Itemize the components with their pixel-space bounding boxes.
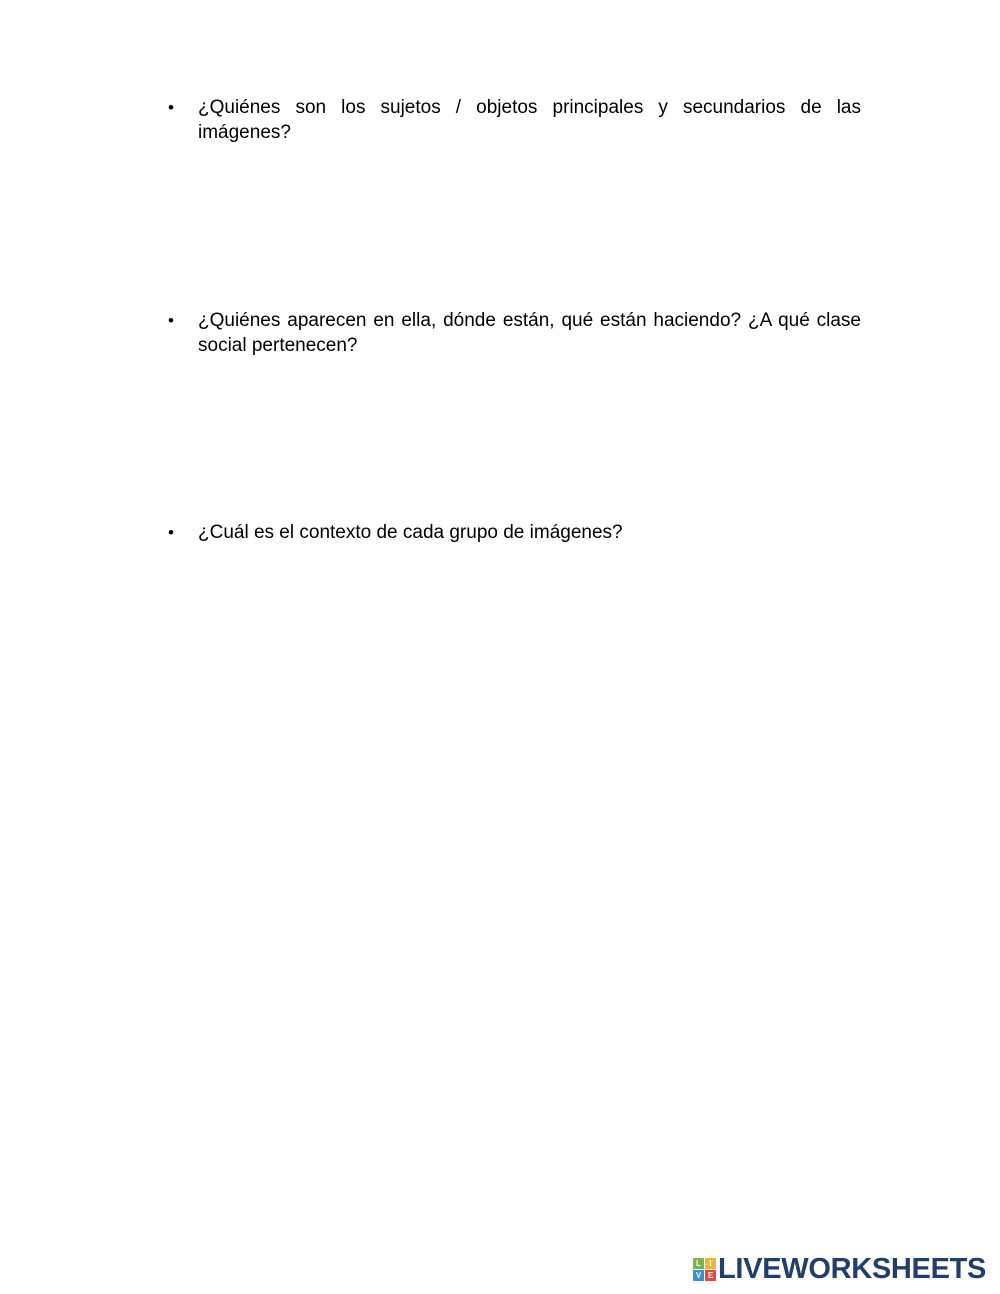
- logo-mark-i: I: [705, 1258, 716, 1269]
- liveworksheets-logo[interactable]: [693, 1254, 986, 1284]
- question-3: [168, 521, 861, 546]
- question-1-text: ¿Quiénes son los sujetos / objetos principales y secundarios de las imágenes?: [198, 97, 861, 143]
- logo-mark-v: V: [693, 1270, 704, 1281]
- bullet-icon: •: [168, 523, 174, 542]
- bullet-icon: •: [168, 311, 174, 330]
- question-1: [168, 96, 861, 145]
- bullet-icon: •: [168, 98, 174, 117]
- logo-mark-l: L: [693, 1258, 704, 1269]
- logo-text: LIVEWORKSHEETS: [718, 1253, 987, 1285]
- question-2: [168, 309, 861, 358]
- question-3-text: ¿Cuál es el contexto de cada grupo de imágenes?: [198, 522, 623, 543]
- logo-mark-e: E: [705, 1270, 716, 1281]
- question-2-text: ¿Quiénes aparecen en ella, dónde están, qué están haciendo? ¿A qué clase social pertenecen?: [198, 310, 861, 356]
- liveworksheets-mark-icon: [693, 1258, 716, 1281]
